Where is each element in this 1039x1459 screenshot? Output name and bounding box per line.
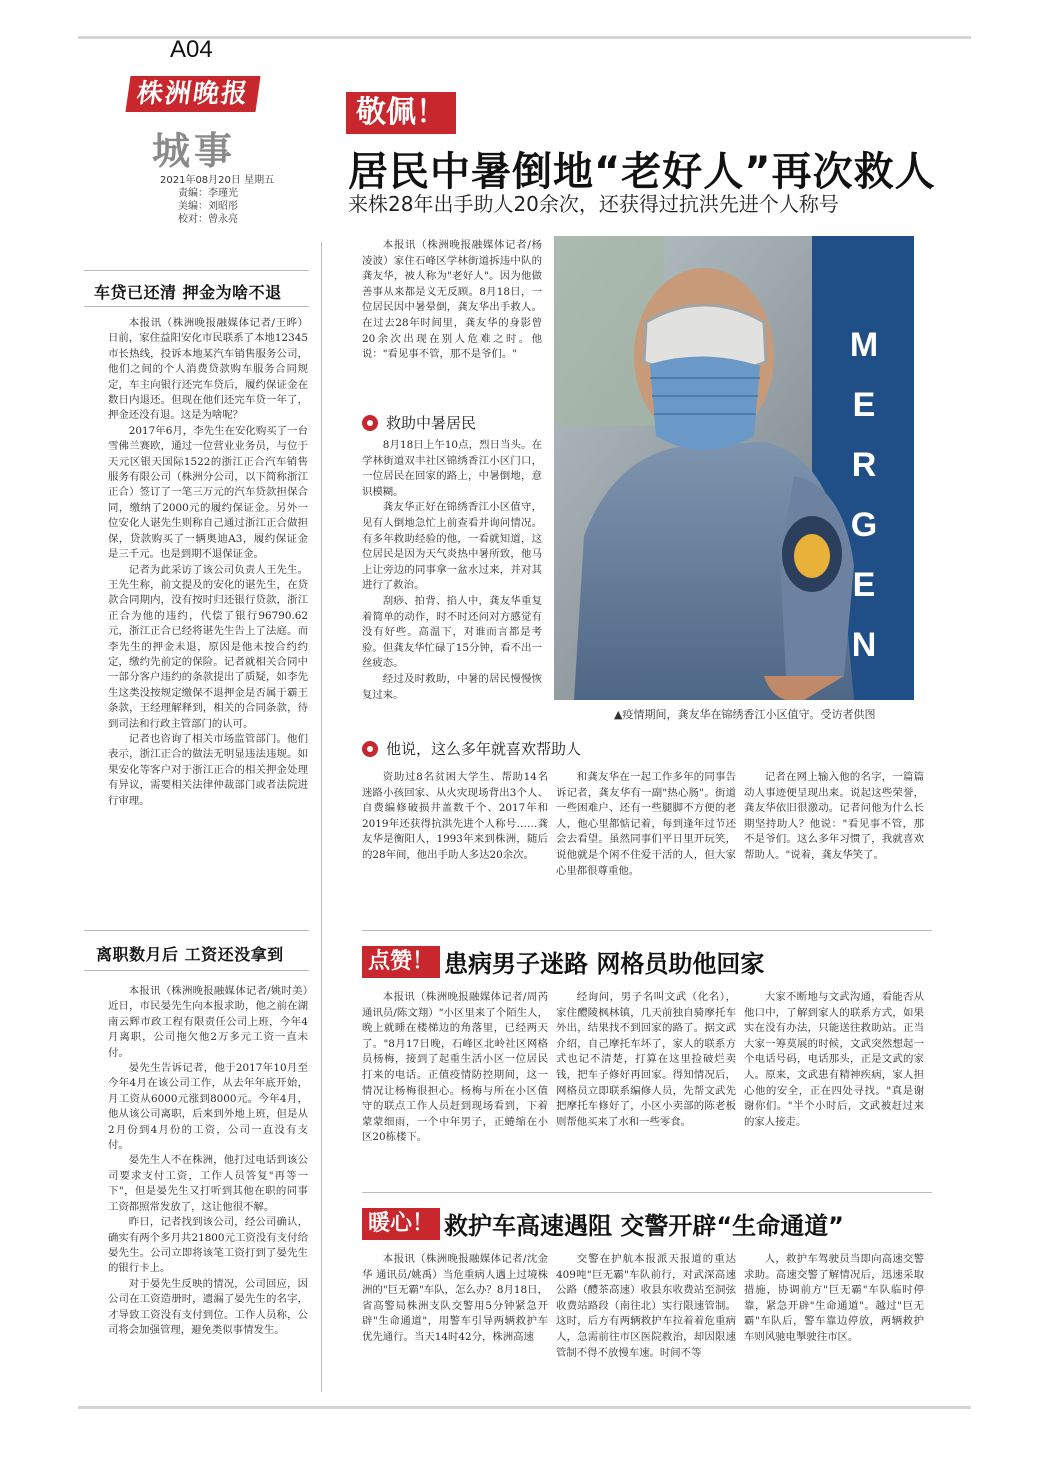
- masthead-logo: 株洲晚报: [125, 76, 260, 112]
- meta-date: 2021年08月20日 星期五: [160, 175, 275, 186]
- meta-art-editor: 美编：刘昭彤: [178, 201, 238, 212]
- lead-subhead-2-text: 他说，这么多年就喜欢帮助人: [386, 740, 582, 758]
- side1-para: 本报讯（株洲晚报融媒体记者/王晔）日前，家住益阳安化市民联系了本地12345市长热线，投诉本地某汽车销售服务公司，他们之间的个人消费贷款购车服务合同规定，车主向银行还完车贷后，履约保证金在数日内退还。但现在他们还完车贷一年了，押金还没有退。这是为啥呢？: [108, 317, 308, 422]
- sign-letter: E: [852, 566, 876, 604]
- side1-para: 记者为此采访了该公司负责人王先生。王先生称，前文提及的安化的谌先生，在贷款合同期内，没有按时归还银行贷款，浙江正合为他的违约，代偿了银行96790.62元，浙江正合已经将谌先生告上了法庭。而李先生的押金未退，原因是他未按合约约定，缴约先前定的保险。记者就相关合同中一部分客户违约的条款提出了质疑，如李先生这类没按规定缴保不退押金是否属于霸王条款，王经理解释到，相关的合同条款，待到司法和行政主管部门的认可。: [108, 563, 308, 730]
- sign-letter: G: [850, 506, 878, 544]
- side1-para: 2017年6月，李先生在安化购买了一台雪佛兰赛欧，通过一位营业业务员，与位于天元区银天国际1522的浙江正合汽车销售服务有限公司（株洲分公司，以下简称浙江正合）签订了一笔三万元的汽车贷款担保合同，缴纳了2000元的履约保证金。另外一位安化人谌先生则称自己通过浙江正合做担保，贷款购买了一辆奥迪A3，履约保证金是三千元。也是到期不退保证金。: [108, 424, 308, 561]
- lead-subheadline: 来株28年出手助人20余次，还获得过抗洪先进个人称号: [348, 192, 839, 216]
- story2-para: 经询问，男子名叫文武（化名），家住醴陵枫林镇，几天前独自骑摩托车外出，结果找不到回家的路了。据文武介绍，自己摩托车坏了，家人的联系方式也记不清楚，打算在这里捡破烂卖钱，把车子修好再回家。得知情况后，网格员立即联系编修人员，先帮文武先把摩托车修好了，小区小卖部的陈老板则帮他买来了水和一些零食。: [556, 991, 736, 1128]
- story3-para: 交警在护航本报派天报道的重达409吨"巨无霸"车队前行，对武深高速公路（醴茶高速）收县东收费站至洞弦收费站路段（南往北）实行限速管制。这时，后方有两辆救护车拉着着危重病人，急需前往市区医院救治，却因限速管制不得不放慢车速。时间不等: [556, 1253, 736, 1359]
- photo-illustration: [554, 236, 914, 700]
- lead-section1-body: [362, 438, 542, 703]
- sidebar-divider: [321, 242, 322, 1392]
- meta-editor: 责编：李瑾光: [178, 188, 238, 199]
- side2-para: 本报讯（株洲晚报融媒体记者/姚时美）近日，市民晏先生向本报求助，他之前在湖南云辉市政工程有限责任公司上班，今年4月离职，公司拖欠他2万多元工资一直未付。: [108, 985, 308, 1059]
- lead-tag: 敬佩！: [346, 92, 456, 134]
- bottom-rule: [78, 1406, 971, 1409]
- side2-para: 昨日，记者找到该公司，经公司确认，确实有两个多月共21800元工资没有支付给晏先生。公司立即将该笔工资打到了晏先生的银行卡上。: [108, 1216, 308, 1275]
- lead-subhead-1-text: 救助中暑居民: [386, 414, 477, 432]
- story2-col-1: [362, 990, 548, 1146]
- story3-headline: 救护车高速遇阻 交警开辟“生命通道”: [444, 1212, 844, 1240]
- lead-headline: 居民中暑倒地“老好人”再次救人: [348, 149, 936, 195]
- sign-letter: M: [849, 326, 879, 364]
- bullet-icon: [362, 741, 378, 757]
- story2-rule: [362, 930, 932, 931]
- lead-para: 刮痧、拍背、掐人中，龚友华重复着简单的动作，时不时还问对方感觉有没有好些。高温下，对谁而言都是考验。但龚友华忙碌了15分钟，看不出一丝疲态。: [362, 594, 542, 670]
- lead-para: 8月18日上午10点，烈日当头。在学林街道双丰社区锦绣香江小区门口，一位居民在回家的路上，中暑倒地，意识模糊。: [362, 439, 542, 498]
- sign-letter: N: [851, 626, 877, 664]
- lead-photo: [554, 236, 914, 700]
- story3-col-3: [744, 1252, 924, 1346]
- lead-para: 记者在网上输入他的名字，一篇篇动人事迹便呈现出来。说起这些荣誉，龚友华依旧很激动。记者问他为什么长期坚持助人？他说："看见事不管，那不是爷们。这么多年习惯了，我就喜欢帮助人。"说着，龚友华笑了。: [744, 771, 924, 861]
- story2-header: [362, 944, 764, 979]
- section-title: 城事: [152, 128, 237, 173]
- side2-para: 晏先生告诉记者，他于2017年10月至今年4月在该公司工作，从去年年底开始，月工资从6000元涨到8000元。今年4月，他从该公司离职，后来到外地上班，但是从2月份到4月份的工资，公司一直没有支付。: [108, 1062, 308, 1152]
- story2-para: 本报讯（株洲晚报融媒体记者/周芮 通讯员/陈文翔）"小区里来了个陌生人，晚上就睡在楼梯边的角落里，已经两天了。"8月17日晚，石峰区北岭社区网格员杨梅，接到了起重生活小区一位居民打来的电话。正值疫情防控期间，这一情况让杨梅很担心。杨梅与所在小区值守的联点工作人员赶到现场看到，下着蒙蒙细雨，一个中年男子，正蜷缩在小区20栋楼下。: [362, 991, 548, 1144]
- lead-section2-col-1: [362, 770, 548, 864]
- story3-para: 人，救护车驾驶员当即向高速交警求助。高速交警了解情况后，迅速采取措施，协调前方"巨无霸"车队临时停靠，紧急开辟"生命通道"。越过"巨无霸"车队后，警车靠边停放，两辆救护车则风驰电掣驶往市区。: [744, 1253, 924, 1343]
- story3-para: 本报讯（株洲晚报融媒体记者/沈金华 通讯员/姚禹）当危重病人遇上过境株洲的"巨无霸"车队，怎么办？8月18日，省高警局株洲支队交警用5分钟紧急开辟"生命通道"，用警车引导两辆救护车优先通行。当天14时42分，株洲高速: [362, 1253, 548, 1343]
- story3-tag: 暖心！: [362, 1208, 440, 1240]
- lead-para: 龚友华正好在锦绣香江小区值守，见有人倒地急忙上前查看并询问情况。有多年救助经验的他，一看就知道，这位居民是因为天气炎热中暑所致，他马上让旁边的同事拿一盆水过来，并对其进行了救治。: [362, 501, 542, 592]
- story2-col-2: [556, 990, 736, 1130]
- lead-section2-col-2: [556, 770, 736, 879]
- side2-headline: 离职数月后 工资还没拿到: [96, 945, 284, 964]
- story2-tag: 点赞！: [362, 946, 440, 978]
- story3-col-2: [556, 1252, 736, 1361]
- lead-intro-para: 本报讯（株洲晚报融媒体记者/杨凌波）家住石峰区学林街道拆违中队的龚友华，被人称为"老好人"。因为他做善事从来都是义无反顾。8月18日，一位居民因中暑晕倒，龚友华出手救人。在过去28年时间里，龚友华的身影曾20余次出现在别人危难之时。他说："看见事不管，那不是爷们。": [362, 239, 542, 361]
- sign-letter: E: [852, 386, 876, 424]
- story3-rule: [362, 1192, 932, 1193]
- side1-para: 记者也咨询了相关市场监管部门。他们表示，浙江正合的做法无明显违法违规。如果安化等客户对于浙江正合的相关押金处理有异议，需要相关法律仲裁部门或者法院进行审理。: [108, 732, 308, 807]
- side2-body: [108, 984, 308, 1338]
- lead-section2-col-3: [744, 770, 924, 864]
- side1-head-rule: [84, 306, 309, 307]
- lead-para: 资助过8名贫困大学生、帮助14名迷路小孩回家、从火灾现场背出3个人、自费编修破损井盖数千个、2017年和2019年还获得抗洪先进个人称号……龚友华是衡阳人，1993年来到株洲，随后的28年间，他出手助人多达20余次。: [362, 771, 548, 861]
- lead-subhead-1: [362, 412, 476, 433]
- side1-headline: 车贷已还清 押金为啥不退: [94, 283, 282, 302]
- bullet-icon: [362, 415, 378, 431]
- meta-proofreader: 校对：曾永亮: [178, 214, 238, 225]
- story2-para: 大家不断地与文武沟通，看能否从他口中，了解到家人的联系方式，如果实在没有办法，只能送往救助站。正当大家一筹莫展的时候，文武突然想起一个电话号码，电话那头，正是文武的家人。原来，文武患有精神疾病，家人担心他的安全，正在四处寻找。"真是谢谢你们。"半个小时后，文武被赶过来的家人接走。: [744, 991, 924, 1128]
- side2-para: 晏先生人不在株洲，他打过电话到该公司要求支付工资，工作人员答复"再等一下"，但是晏先生又打听到其他在职的同事工资都照常发放了，这让他很不解。: [108, 1154, 308, 1213]
- page-number: A04: [170, 36, 213, 63]
- side2-para: 对于晏先生反映的情况，公司回应，因公司在工资造册时，遗漏了晏先生的名字，才导致工资没有支付到位。工作人员称，公司将会加强管理，避免类似事情发生。: [108, 1277, 308, 1336]
- lead-intro: [362, 238, 542, 363]
- story2-col-3: [744, 990, 924, 1130]
- lead-para: 和龚友华在一起工作多年的同事告诉记者，龚友华有一副"热心肠"。街道一些困难户、还有一些腿脚不方便的老人，他心里都惦记着，每到逢年过节还会去看望。虽然同事们平日里开玩笑，说他就是个闲不住爱干活的人，但大家心里都很尊重他。: [556, 771, 736, 877]
- story2-headline: 患病男子迷路 网格员助他回家: [444, 950, 765, 978]
- side1-body: [108, 316, 308, 809]
- sidebar-rule-top: [84, 270, 309, 271]
- sign-letter: R: [851, 446, 877, 484]
- side2-rule-top: [84, 930, 309, 931]
- photo-caption: ▲疫情期间，龚友华在锦绣香江小区值守。受访者供图: [614, 708, 876, 721]
- story3-col-1: [362, 1252, 548, 1346]
- lead-para: 经过及时救助，中暑的居民慢慢恢复过来。: [362, 672, 542, 701]
- side2-head-rule: [84, 970, 309, 971]
- story3-header: [362, 1206, 844, 1241]
- lead-subhead-2: [362, 738, 581, 759]
